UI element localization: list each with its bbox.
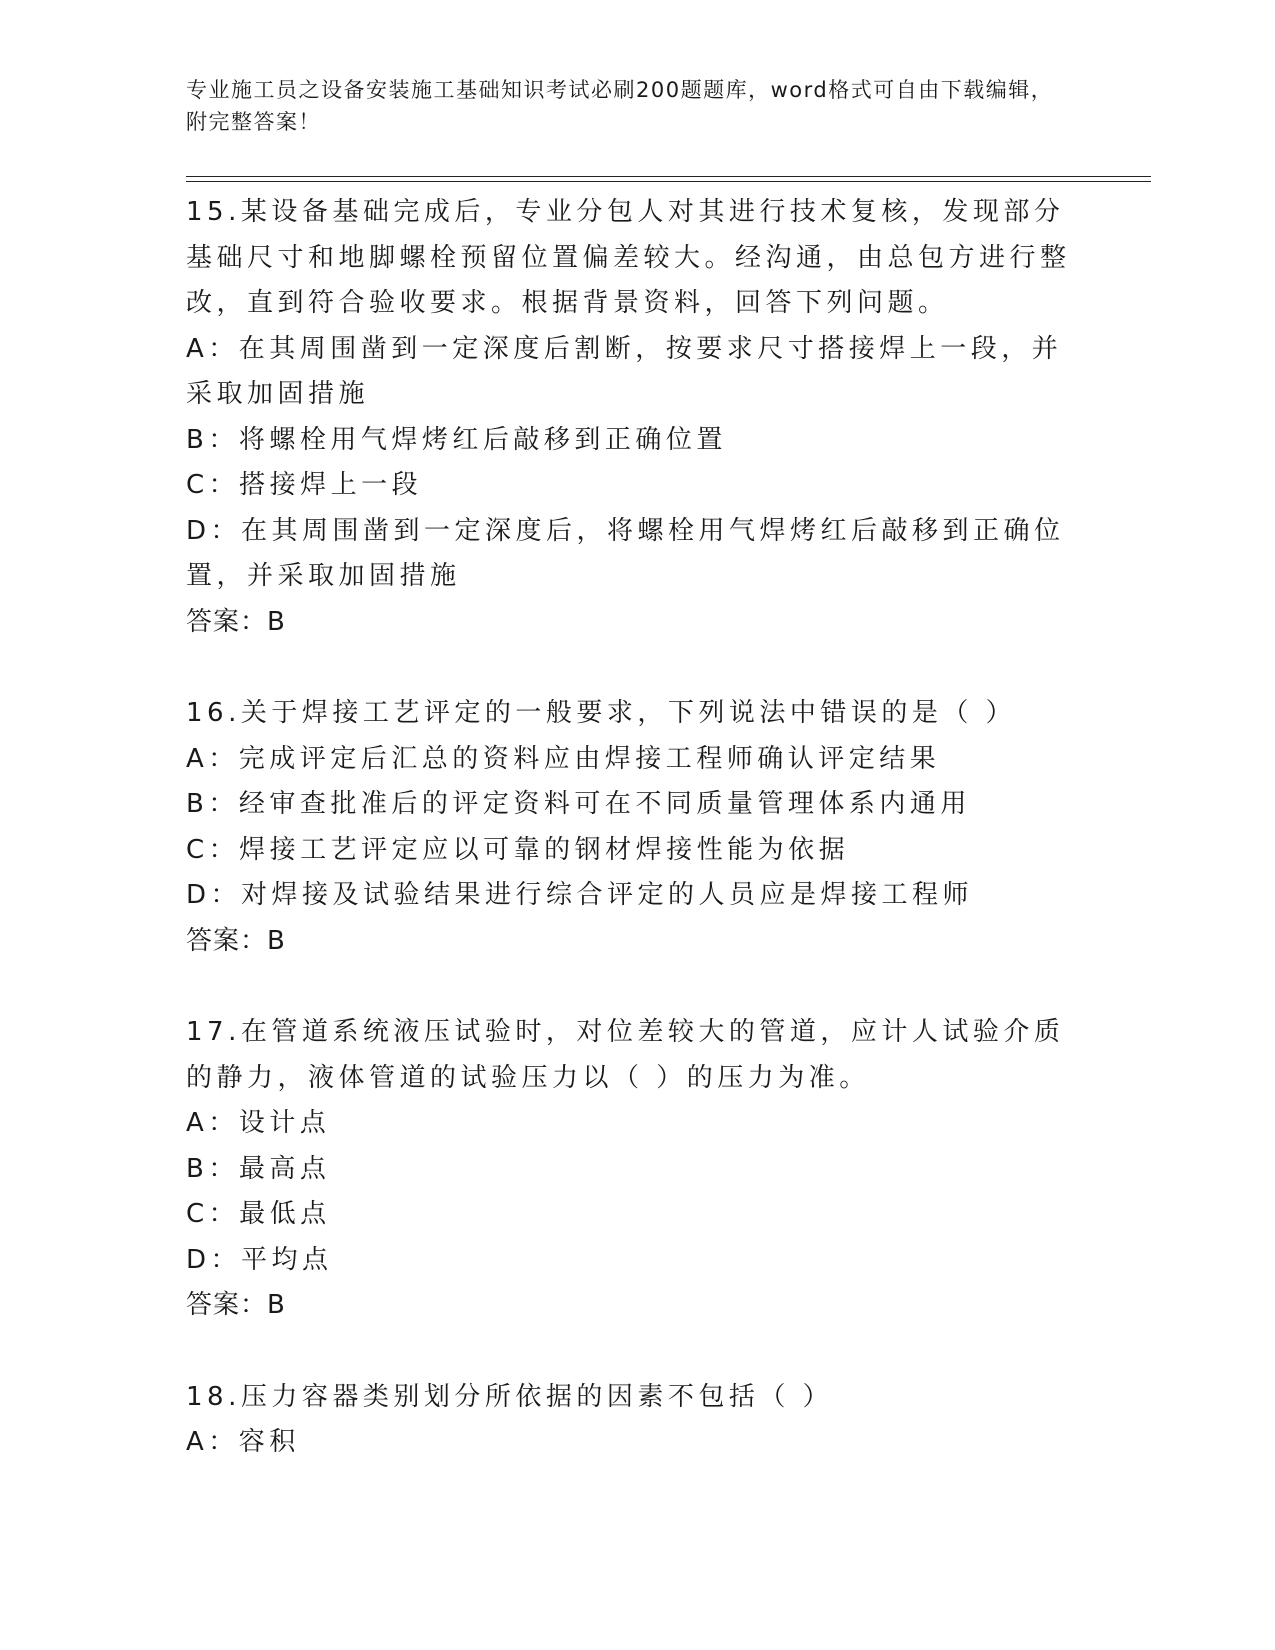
question-list <box>186 190 1086 1512</box>
question-18 <box>186 1375 1086 1466</box>
option-c: C：最低点 <box>186 1199 331 1229</box>
option-b: B：经审查批准后的评定资料可在不同质量管理体系内通用 <box>186 789 971 819</box>
question-stem: 15.某设备基础完成后，专业分包人对其进行技术复核，发现部分基础尺寸和地脚螺栓预留位置偏差较大。经沟通，由总包方进行整改，直到符合验收要求。根据背景资料，回答下列问题。 <box>186 197 1071 318</box>
question-16 <box>186 691 1086 964</box>
option-d: D：在其周围凿到一定深度后，将螺栓用气焊烤红后敲移到正确位置，并采取加固措施 <box>186 515 1065 591</box>
question-stem: 16.关于焊接工艺评定的一般要求，下列说法中错误的是（ ） <box>186 698 1017 728</box>
answer-label: 答案：B <box>186 1290 286 1320</box>
option-a: A：完成评定后汇总的资料应由焊接工程师确认评定结果 <box>186 743 941 774</box>
question-15 <box>186 190 1086 645</box>
page-header: 专业施工员之设备安装施工基础知识考试必刷200题题库，word格式可自由下载编辑，附完整答案！ <box>186 78 1054 134</box>
option-a: A：设计点 <box>186 1108 331 1138</box>
answer-label: 答案：B <box>186 606 286 637</box>
option-d: D：对焊接及试验结果进行综合评定的人员应是焊接工程师 <box>186 880 974 910</box>
option-a: A：在其周围凿到一定深度后割断，按要求尺寸搭接焊上一段，并采取加固措施 <box>186 333 1063 409</box>
option-c: C：搭接焊上一段 <box>186 470 423 500</box>
question-stem: 18.压力容器类别划分所依据的因素不包括（ ） <box>186 1381 834 1412</box>
option-c: C：焊接工艺评定应以可靠的钢材焊接性能为依据 <box>186 834 850 865</box>
option-d: D：平均点 <box>186 1244 333 1275</box>
answer-label: 答案：B <box>186 925 286 956</box>
option-b: B：将螺栓用气焊烤红后敲移到正确位置 <box>186 424 727 455</box>
header-divider-bottom <box>186 181 1151 182</box>
question-17 <box>186 1010 1086 1329</box>
header-divider-top <box>186 176 1151 177</box>
option-a: A：容积 <box>186 1427 300 1457</box>
question-stem: 17.在管道系统液压试验时，对位差较大的管道，应计人试验介质的静力，液体管道的试验压力以（ ）的压力为准。 <box>186 1017 1065 1093</box>
option-b: B：最高点 <box>186 1153 331 1184</box>
